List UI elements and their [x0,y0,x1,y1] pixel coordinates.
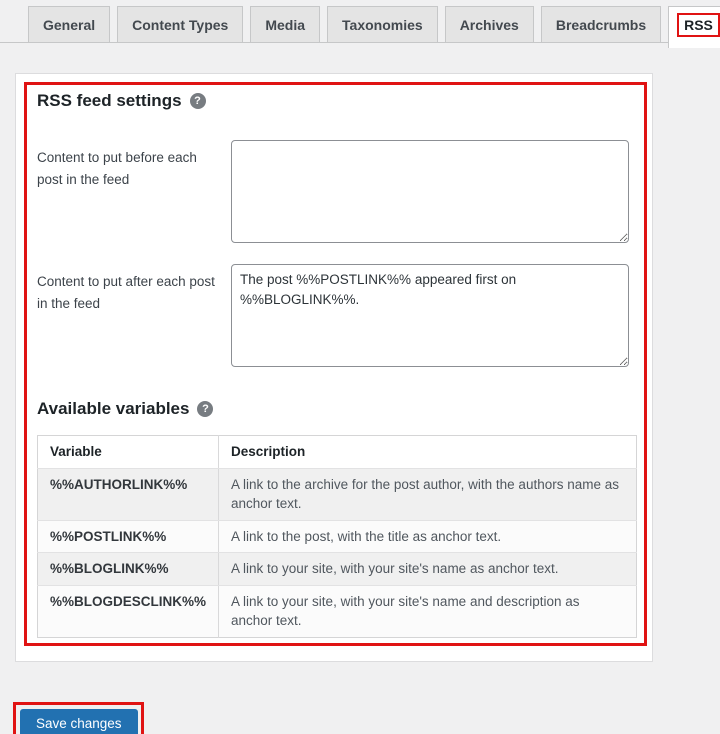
rss-feed-settings-heading [37,91,634,111]
variable-cell: %%BLOGDESCLINK%% [38,585,219,637]
table-header-row [38,436,637,469]
variable-cell: %%BLOGLINK%% [38,553,219,586]
before-post-textarea[interactable] [231,140,629,243]
settings-tab-bar [0,0,720,43]
variable-cell: %%AUTHORLINK%% [38,468,219,520]
tab-content-types[interactable]: Content Types [117,6,243,42]
after-post-field-row [37,264,634,367]
rss-settings-content [0,73,720,734]
before-post-label: Content to put before each post in the feed [37,150,197,187]
available-variables-heading-text: Available variables [37,399,190,418]
rss-settings-panel [15,73,653,662]
save-changes-button[interactable]: Save changes [20,709,138,734]
save-button-annotation-box [13,702,144,734]
variables-table [37,435,637,638]
after-post-textarea[interactable] [231,264,629,367]
before-post-field-row [37,140,634,243]
panel-annotation-box [24,82,647,646]
description-cell: A link to the archive for the post author, with the authors name as anchor text. [219,468,637,520]
tab-taxonomies[interactable]: Taxonomies [327,6,438,42]
tab-breadcrumbs[interactable]: Breadcrumbs [541,6,661,42]
table-row [38,553,637,586]
variable-column-header: Variable [38,436,219,469]
description-cell: A link to your site, with your site's name as anchor text. [219,553,637,586]
rss-feed-settings-heading-text: RSS feed settings [37,91,182,110]
table-row [38,468,637,520]
tab-general[interactable]: General [28,6,110,42]
rss-tab-annotation-box [677,13,720,37]
tab-archives[interactable]: Archives [445,6,534,42]
description-column-header: Description [219,436,637,469]
variable-cell: %%POSTLINK%% [38,520,219,553]
after-post-label: Content to put after each post in the feed [37,274,215,311]
description-cell: A link to the post, with the title as anchor text. [219,520,637,553]
help-icon[interactable]: ? [197,401,213,417]
help-icon[interactable]: ? [190,93,206,109]
available-variables-heading [37,399,634,419]
description-cell: A link to your site, with your site's name and description as anchor text. [231,593,580,629]
table-row [38,585,637,637]
tab-rss-label: RSS [684,17,713,33]
table-row [38,520,637,553]
tab-media[interactable]: Media [250,6,320,42]
tab-rss[interactable] [668,6,720,48]
